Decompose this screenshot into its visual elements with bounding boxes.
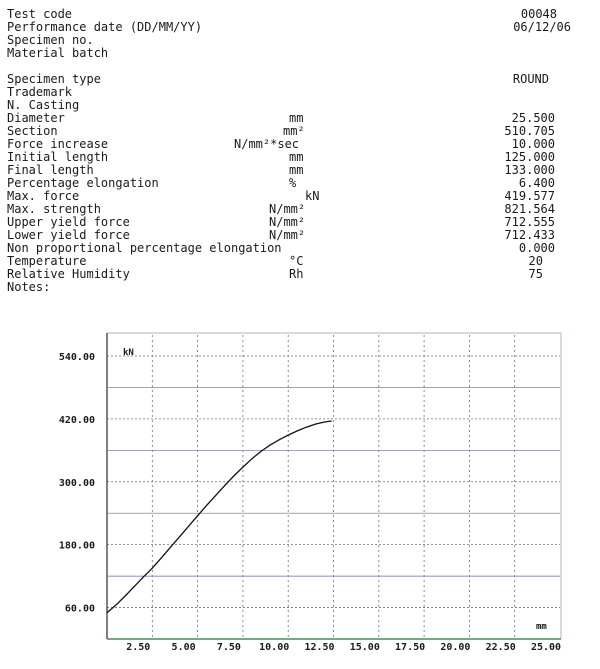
lower-yield-force-value: 712.433 — [504, 228, 555, 242]
x-tick-label: 12.50 — [304, 642, 335, 653]
x-tick-label: 25.00 — [530, 642, 562, 653]
x-tick-label: 22.50 — [485, 642, 516, 653]
percentage-elongation-value: 6.400 — [518, 176, 555, 190]
section-value: 510.705 — [504, 124, 555, 138]
row-specimen-type — [7, 73, 593, 86]
x-tick-label: 20.00 — [440, 642, 471, 653]
force-increase-value: 10.000 — [511, 137, 555, 151]
trademark-label: Trademark — [7, 85, 73, 99]
row-notes — [7, 281, 593, 294]
x-tick-label: 5.00 — [171, 642, 196, 653]
y-tick-label: 60.00 — [64, 603, 95, 615]
initial-length-value: 125.000 — [504, 150, 555, 164]
temperature-value: 20 — [528, 254, 543, 268]
specimen-type-label: Specimen type — [7, 72, 101, 86]
x-tick-label: 10.00 — [259, 642, 290, 653]
max-strength-label: Max. strength — [7, 202, 101, 216]
row-material-batch — [7, 47, 593, 60]
final-length-value: 133.000 — [504, 163, 555, 177]
n-casting-label: N. Casting — [7, 98, 80, 112]
chart-canvas — [0, 325, 600, 669]
initial-length-unit: mm — [289, 150, 304, 164]
test-report-header — [0, 0, 600, 300]
x-tick-label: 17.50 — [395, 642, 426, 653]
upper-yield-force-label: Upper yield force — [7, 215, 130, 229]
x-tick-label: 2.50 — [126, 642, 151, 653]
temperature-unit: °C — [289, 254, 304, 268]
percentage-elongation-label: Percentage elongation — [7, 176, 159, 190]
test-code-label: Test code — [7, 7, 73, 21]
x-tick-label: 15.00 — [349, 642, 380, 653]
diameter-label: Diameter — [7, 111, 65, 125]
y-tick-label: 540.00 — [58, 351, 95, 363]
percentage-elongation-unit: % — [289, 176, 297, 190]
max-force-unit: kN — [305, 189, 320, 203]
y-tick-label: 300.00 — [58, 477, 95, 489]
max-force-label: Max. force — [7, 189, 80, 203]
y-tick-label: 420.00 — [58, 414, 95, 426]
max-force-value: 419.577 — [504, 189, 555, 203]
row-trademark — [7, 86, 593, 99]
row-performance-date — [7, 21, 593, 34]
y-tick-label: 180.00 — [58, 540, 95, 552]
diameter-unit: mm — [289, 111, 304, 125]
upper-yield-force-value: 712.555 — [504, 215, 555, 229]
row-relative-humidity — [7, 268, 593, 281]
final-length-label: Final length — [7, 163, 94, 177]
non-proportional-value: 0.000 — [518, 241, 555, 255]
material-batch-label: Material batch — [7, 46, 109, 60]
notes-label: Notes: — [7, 280, 51, 294]
relative-humidity-value: 75 — [528, 267, 543, 281]
specimen-type-value: ROUND — [512, 72, 549, 86]
x-axis-unit-label: mm — [536, 622, 547, 632]
y-axis-unit-label: kN — [123, 348, 134, 358]
upper-yield-force-unit: N/mm² — [269, 215, 306, 229]
section-label: Section — [7, 124, 58, 138]
temperature-label: Temperature — [7, 254, 87, 268]
performance-date-label: Performance date (DD/MM/YY) — [7, 20, 203, 34]
lower-yield-force-unit: N/mm² — [269, 228, 306, 242]
performance-date-value: 06/12/06 — [513, 20, 571, 34]
relative-humidity-unit: Rh — [289, 267, 304, 281]
force-elongation-chart — [0, 325, 600, 669]
specimen-no-label: Specimen no. — [7, 33, 94, 47]
force-increase-label: Force increase — [7, 137, 109, 151]
lower-yield-force-label: Lower yield force — [7, 228, 130, 242]
max-strength-value: 821.564 — [504, 202, 555, 216]
diameter-value: 25.500 — [511, 111, 555, 125]
non-proportional-label: Non proportional percentage elongation — [7, 241, 282, 255]
final-length-unit: mm — [289, 163, 304, 177]
relative-humidity-label: Relative Humidity — [7, 267, 130, 281]
force-increase-unit: N/mm²*sec — [234, 137, 300, 151]
max-strength-unit: N/mm² — [269, 202, 306, 216]
initial-length-label: Initial length — [7, 150, 109, 164]
x-tick-label: 7.50 — [216, 642, 241, 653]
section-unit: mm² — [283, 124, 305, 138]
force-elongation-curve — [107, 421, 332, 613]
test-code-value: 00048 — [520, 7, 557, 21]
